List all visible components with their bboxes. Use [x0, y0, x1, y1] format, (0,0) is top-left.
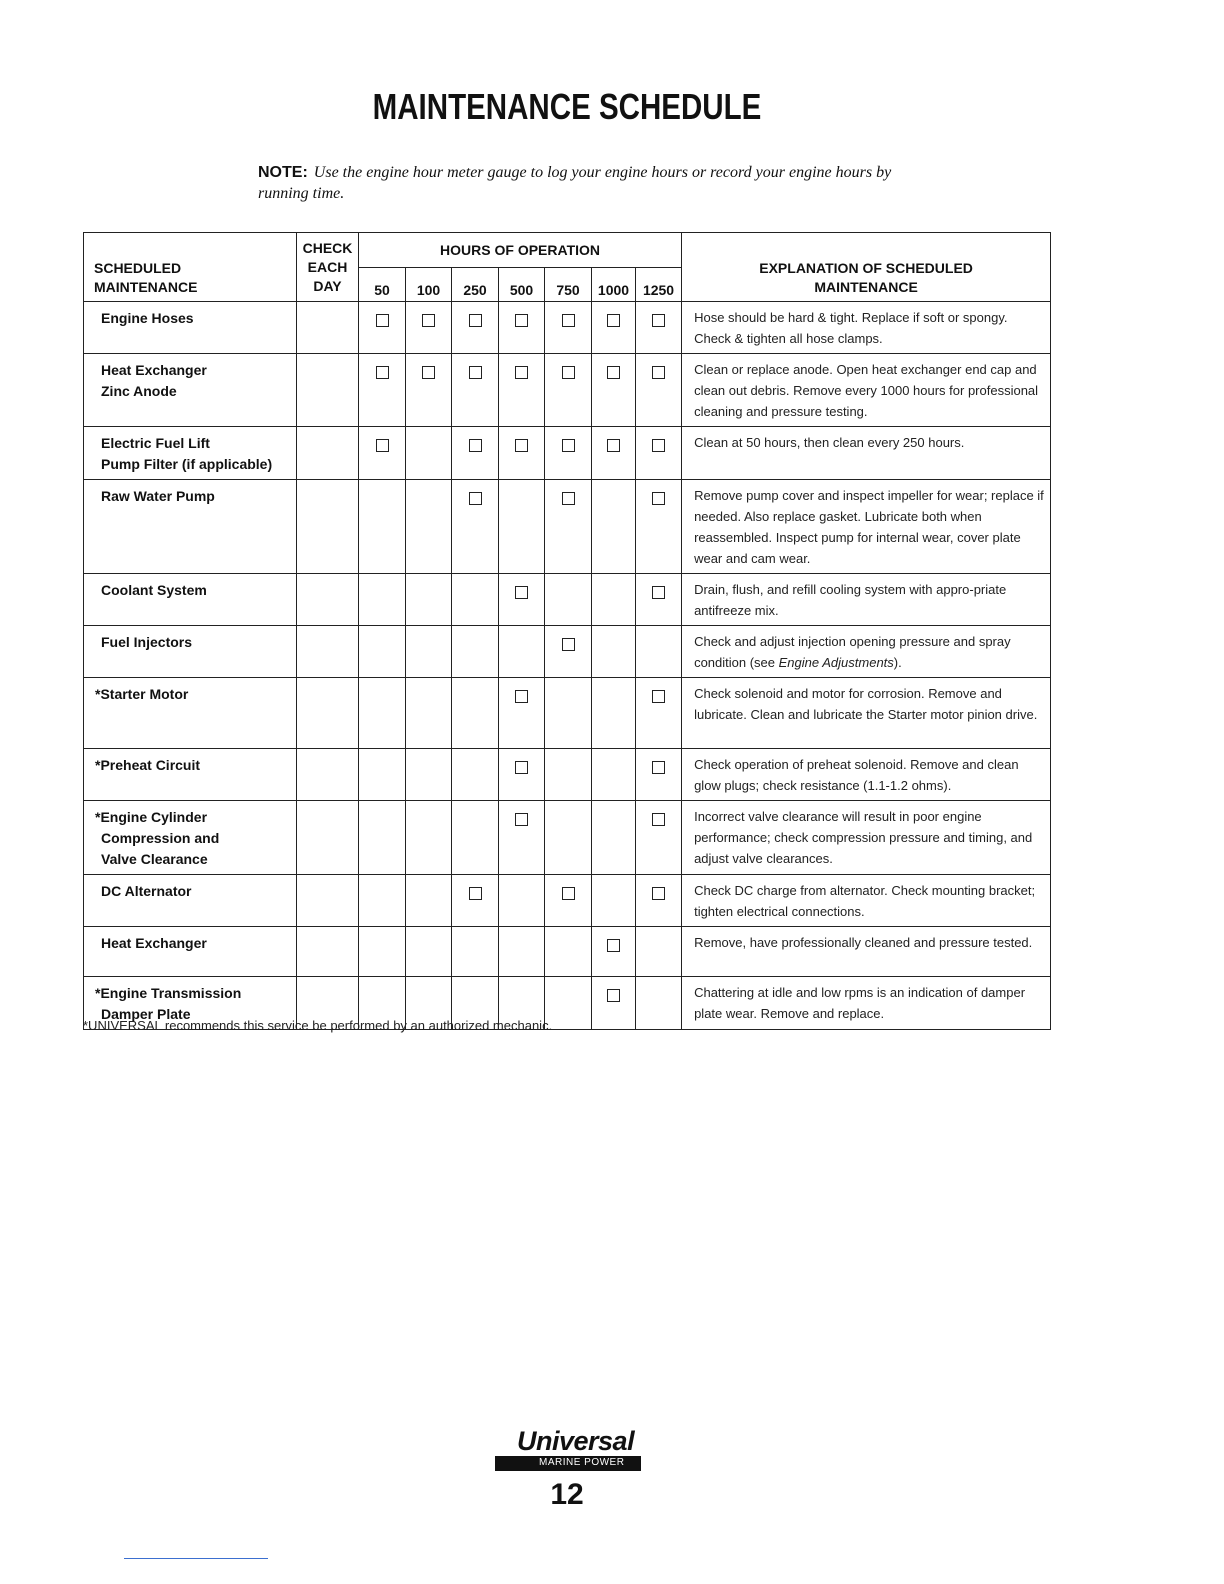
- interval-cell: [545, 626, 592, 678]
- interval-cell: [359, 875, 406, 927]
- check-each-day-cell: [297, 749, 359, 801]
- interval-cell: [636, 977, 682, 1030]
- table-row: [84, 427, 1051, 480]
- interval-cell: [499, 480, 545, 574]
- check-each-day-cell: [297, 354, 359, 427]
- explanation-cell: Drain, flush, and refill cooling system with appro-priate antifreeze mix.: [682, 574, 1051, 626]
- checkbox-icon: [376, 314, 389, 327]
- interval-cell: [359, 574, 406, 626]
- checkbox-icon: [607, 314, 620, 327]
- checkbox-icon: [469, 439, 482, 452]
- interval-cell: [452, 480, 499, 574]
- explanation-cell: Clean or replace anode. Open heat exchanger end cap and clean out debris. Remove every 1000 hours for professional cleaning and pressure testing.: [682, 354, 1051, 427]
- interval-cell: [499, 927, 545, 977]
- maintenance-item: [84, 626, 297, 678]
- check-each-day-cell: [297, 801, 359, 875]
- interval-cell: [452, 678, 499, 749]
- interval-cell: [406, 749, 452, 801]
- interval-cell: [499, 354, 545, 427]
- interval-cell: [592, 427, 636, 480]
- interval-cell: [359, 678, 406, 749]
- maintenance-item: [84, 927, 297, 977]
- interval-cell: [592, 480, 636, 574]
- table-row: [84, 678, 1051, 749]
- checkbox-icon: [652, 586, 665, 599]
- maintenance-table: [83, 232, 1051, 1030]
- interval-cell: [636, 626, 682, 678]
- header-check-line3: DAY: [313, 278, 342, 294]
- interval-cell: [636, 354, 682, 427]
- interval-cell: [592, 302, 636, 354]
- check-each-day-cell: [297, 480, 359, 574]
- table-row: [84, 354, 1051, 427]
- checkbox-icon: [515, 690, 528, 703]
- interval-cell: [359, 801, 406, 875]
- interval-cell: [545, 302, 592, 354]
- maintenance-item-line: *Engine Transmission: [95, 985, 242, 1001]
- header-scheduled-line1: SCHEDULED: [94, 260, 182, 276]
- interval-cell: [592, 977, 636, 1030]
- checkbox-icon: [652, 492, 665, 505]
- checkbox-icon: [607, 939, 620, 952]
- interval-cell: [499, 801, 545, 875]
- interval-cell: [452, 875, 499, 927]
- maintenance-item-line: Zinc Anode: [101, 383, 177, 399]
- interval-cell: [499, 875, 545, 927]
- maintenance-item-line: Coolant System: [101, 582, 207, 598]
- table-row: [84, 626, 1051, 678]
- maintenance-item-line: *Preheat Circuit: [95, 757, 201, 773]
- checkbox-icon: [607, 366, 620, 379]
- page-number: 12: [550, 1478, 584, 1511]
- check-each-day-cell: [297, 302, 359, 354]
- interval-cell: [452, 927, 499, 977]
- interval-cell: [452, 749, 499, 801]
- explanation-cell: Check DC charge from alternator. Check mounting bracket; tighten electrical connections.: [682, 875, 1051, 927]
- explanation-cell: Hose should be hard & tight. Replace if soft or spongy. Check & tighten all hose clamps.: [682, 302, 1051, 354]
- interval-cell: [406, 480, 452, 574]
- checkbox-icon: [562, 366, 575, 379]
- logo-brand: Universal: [517, 1426, 635, 1456]
- checkbox-icon: [515, 314, 528, 327]
- logo-tagline: MARINE POWER: [539, 1457, 625, 1468]
- table-row: [84, 875, 1051, 927]
- interval-cell: [452, 801, 499, 875]
- header-check-line1: CHECK: [302, 240, 353, 256]
- interval-cell: [452, 427, 499, 480]
- maintenance-item: [84, 875, 297, 927]
- interval-cell: [406, 678, 452, 749]
- interval-cell: [636, 875, 682, 927]
- interval-cell: [545, 574, 592, 626]
- interval-cell: [636, 480, 682, 574]
- checkbox-icon: [652, 887, 665, 900]
- table-row: [84, 574, 1051, 626]
- maintenance-item: [84, 480, 297, 574]
- interval-cell: [545, 749, 592, 801]
- interval-cell: [452, 574, 499, 626]
- header-explanation-line2: MAINTENANCE: [814, 279, 918, 295]
- interval-cell: [359, 480, 406, 574]
- interval-cell: [499, 427, 545, 480]
- header-explanation: [682, 233, 1051, 302]
- checkbox-icon: [422, 314, 435, 327]
- checkbox-icon: [515, 366, 528, 379]
- maintenance-item: [84, 749, 297, 801]
- interval-cell: [545, 480, 592, 574]
- maintenance-item-line: Heat Exchanger: [101, 935, 207, 951]
- interval-cell: [592, 801, 636, 875]
- check-each-day-cell: [297, 427, 359, 480]
- checkbox-icon: [515, 439, 528, 452]
- maintenance-item: [84, 302, 297, 354]
- interval-cell: [636, 574, 682, 626]
- header-row-1: [84, 233, 1051, 268]
- interval-cell: [592, 354, 636, 427]
- maintenance-item-line: Pump Filter (if applicable): [101, 456, 273, 472]
- interval-cell: [636, 927, 682, 977]
- interval-cell: [545, 927, 592, 977]
- maintenance-item-line: Electric Fuel Lift: [101, 435, 210, 451]
- maintenance-item-line: Fuel Injectors: [101, 634, 193, 650]
- note-label: NOTE:: [258, 164, 308, 181]
- interval-cell: [592, 749, 636, 801]
- header-interval: 750: [545, 268, 592, 302]
- interval-cell: [592, 927, 636, 977]
- check-each-day-cell: [297, 927, 359, 977]
- checkbox-icon: [652, 314, 665, 327]
- checkbox-icon: [562, 492, 575, 505]
- explanation-cell: Check operation of preheat solenoid. Remove and clean glow plugs; check resistance (1.1-1.2 ohms).: [682, 749, 1051, 801]
- interval-cell: [545, 801, 592, 875]
- checkbox-icon: [422, 366, 435, 379]
- maintenance-item-line: *Engine Cylinder: [95, 809, 208, 825]
- header-check-each-day: [297, 233, 359, 302]
- checkbox-icon: [562, 314, 575, 327]
- check-each-day-cell: [297, 626, 359, 678]
- checkbox-icon: [562, 439, 575, 452]
- interval-cell: [406, 801, 452, 875]
- interval-cell: [359, 427, 406, 480]
- maintenance-item: [84, 801, 297, 875]
- check-each-day-cell: [297, 678, 359, 749]
- explanation-cell: Remove, have professionally cleaned and pressure tested.: [682, 927, 1051, 977]
- interval-cell: [636, 678, 682, 749]
- check-each-day-cell: [297, 574, 359, 626]
- explanation-cell: Incorrect valve clearance will result in poor engine performance; check compression pressure and timing, and adjust valve clearances.: [682, 801, 1051, 875]
- table-row: [84, 749, 1051, 801]
- interval-cell: [592, 574, 636, 626]
- explanation-cell: Check and adjust injection opening pressure and spray condition (see Engine Adjustments).: [682, 626, 1051, 678]
- interval-cell: [636, 749, 682, 801]
- interval-cell: [406, 927, 452, 977]
- maintenance-item: [84, 354, 297, 427]
- interval-cell: [499, 678, 545, 749]
- footnote: *UNIVERSAL recommends this service be performed by an authorized mechanic.: [83, 1018, 553, 1033]
- interval-cell: [359, 927, 406, 977]
- checkbox-icon: [515, 813, 528, 826]
- checkbox-icon: [469, 366, 482, 379]
- checkbox-icon: [469, 887, 482, 900]
- interval-cell: [592, 626, 636, 678]
- checkbox-icon: [376, 366, 389, 379]
- header-interval: 500: [499, 268, 545, 302]
- interval-cell: [636, 302, 682, 354]
- checkbox-icon: [562, 638, 575, 651]
- interval-cell: [545, 678, 592, 749]
- interval-cell: [406, 302, 452, 354]
- header-hours-of-operation: HOURS OF OPERATION: [359, 233, 682, 268]
- maintenance-item: [84, 678, 297, 749]
- maintenance-item-line: Compression and: [101, 830, 220, 846]
- interval-cell: [499, 749, 545, 801]
- interval-cell: [452, 354, 499, 427]
- checkbox-icon: [562, 887, 575, 900]
- interval-cell: [452, 626, 499, 678]
- table-row: [84, 480, 1051, 574]
- checkbox-icon: [515, 586, 528, 599]
- table-row: [84, 302, 1051, 354]
- interval-cell: [636, 801, 682, 875]
- maintenance-item: [84, 574, 297, 626]
- header-scheduled-maintenance: [84, 233, 297, 302]
- note: [258, 162, 898, 204]
- maintenance-item-line: Engine Hoses: [101, 310, 194, 326]
- maintenance-item-line: *Starter Motor: [95, 686, 189, 702]
- header-check-line2: EACH: [307, 259, 348, 275]
- universal-logo: [495, 1426, 645, 1476]
- interval-cell: [545, 354, 592, 427]
- interval-cell: [359, 626, 406, 678]
- maintenance-item-line: Damper Plate: [101, 1006, 191, 1022]
- interval-cell: [452, 302, 499, 354]
- check-each-day-cell: [297, 875, 359, 927]
- header-interval: 100: [406, 268, 452, 302]
- checkbox-icon: [515, 761, 528, 774]
- interval-cell: [592, 678, 636, 749]
- interval-cell: [545, 875, 592, 927]
- explanation-cell: Chattering at idle and low rpms is an indication of damper plate wear. Remove and replace.: [682, 977, 1051, 1030]
- maintenance-item-line: Valve Clearance: [101, 851, 208, 867]
- interval-cell: [406, 427, 452, 480]
- checkbox-icon: [652, 813, 665, 826]
- header-interval: 250: [452, 268, 499, 302]
- interval-cell: [359, 302, 406, 354]
- checkbox-icon: [652, 761, 665, 774]
- interval-cell: [636, 427, 682, 480]
- interval-cell: [406, 875, 452, 927]
- checkbox-icon: [652, 439, 665, 452]
- interval-cell: [359, 749, 406, 801]
- maintenance-item-line: Raw Water Pump: [101, 488, 215, 504]
- page-title: MAINTENANCE SCHEDULE: [372, 86, 762, 127]
- table-body: [84, 302, 1051, 1030]
- header-interval: 1000: [592, 268, 636, 302]
- interval-cell: [406, 574, 452, 626]
- maintenance-item-line: DC Alternator: [101, 883, 192, 899]
- interval-cell: [499, 574, 545, 626]
- table-row: [84, 927, 1051, 977]
- explanation-cell: Clean at 50 hours, then clean every 250 hours.: [682, 427, 1051, 480]
- header-explanation-line1: EXPLANATION OF SCHEDULED: [759, 260, 973, 276]
- header-scheduled-line2: MAINTENANCE: [94, 279, 198, 295]
- checkbox-icon: [469, 314, 482, 327]
- explanation-cell: Check solenoid and motor for corrosion. Remove and lubricate. Clean and lubricate the Starter motor pinion drive.: [682, 678, 1051, 749]
- interval-cell: [499, 626, 545, 678]
- note-text: Use the engine hour meter gauge to log your engine hours or record your engine hours by running time.: [258, 164, 892, 202]
- reference-emphasis: Engine Adjustments: [778, 655, 894, 670]
- table-row: [84, 801, 1051, 875]
- header-interval: 1250: [636, 268, 682, 302]
- checkbox-icon: [469, 492, 482, 505]
- interval-cell: [499, 302, 545, 354]
- header-interval: 50: [359, 268, 406, 302]
- explanation-cell: Remove pump cover and inspect impeller for wear; replace if needed. Also replace gasket. Lubricate both when reassembled. Inspect pump for internal wear, cover plate wear and cam wear.: [682, 480, 1051, 574]
- maintenance-item: [84, 427, 297, 480]
- checkbox-icon: [652, 366, 665, 379]
- interval-cell: [545, 427, 592, 480]
- checkbox-icon: [607, 989, 620, 1002]
- interval-cell: [406, 354, 452, 427]
- checkbox-icon: [607, 439, 620, 452]
- maintenance-item-line: Heat Exchanger: [101, 362, 207, 378]
- interval-cell: [592, 875, 636, 927]
- checkbox-icon: [652, 690, 665, 703]
- divider-line: [124, 1558, 268, 1559]
- interval-cell: [359, 354, 406, 427]
- interval-cell: [406, 626, 452, 678]
- checkbox-icon: [376, 439, 389, 452]
